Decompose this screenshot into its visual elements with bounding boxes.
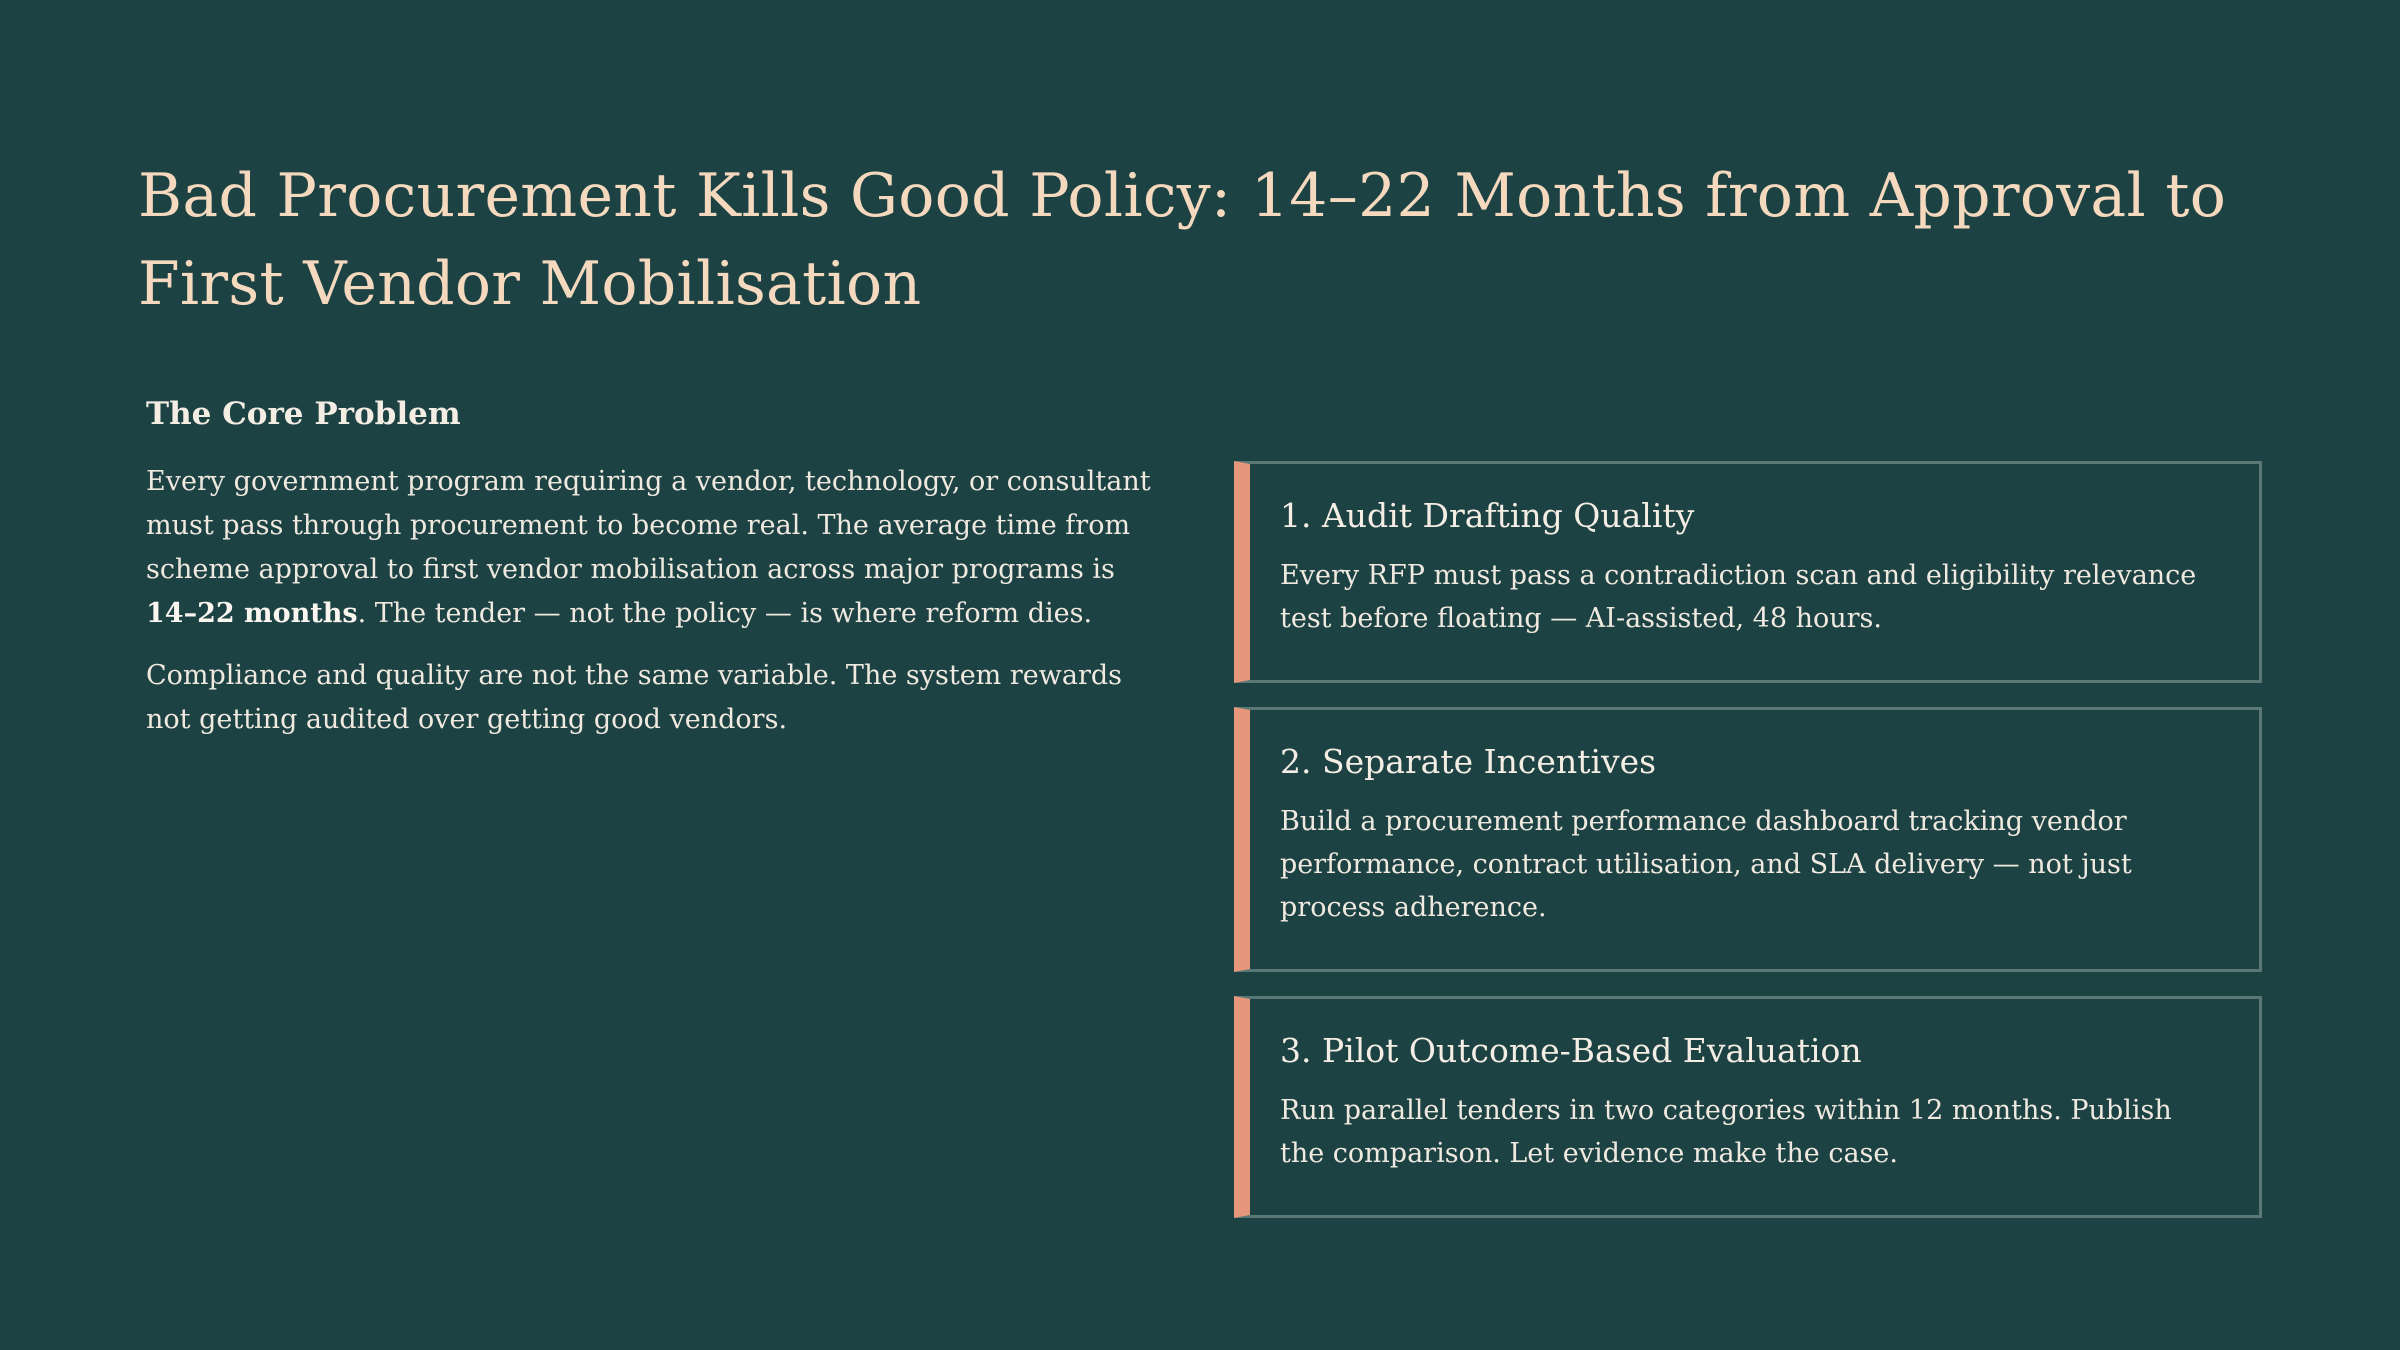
problem-paragraph — [146, 460, 1166, 636]
card-body: Run parallel tenders in two categories within 12 months. Publish the comparison. Let evidence make the case. — [1280, 1095, 2172, 1169]
card-body: Build a procurement performance dashboard tracking vendor performance, contract utilisation, and SLA delivery — not just process adherence. — [1280, 806, 2132, 923]
recommendation-card-incentives — [1234, 707, 2262, 972]
card-body: Every RFP must pass a contradiction scan and eligibility relevance test before floating — AI-assisted, 48 hours. — [1280, 560, 2197, 634]
compliance-paragraph: Compliance and quality are not the same variable. The system rewards not getting audited over getting good vendors. — [146, 660, 1123, 735]
section-heading: The Core Problem — [146, 396, 461, 432]
recommendation-card-pilot — [1234, 996, 2262, 1218]
card-title: 2. Separate Incentives — [1280, 742, 1657, 781]
core-problem-section — [146, 392, 1166, 760]
card-title: 1. Audit Drafting Quality — [1280, 496, 1695, 535]
slide-title: Bad Procurement Kills Good Policy: 14–22 Months from Approval to First Vendor Mobilisation — [138, 161, 2227, 319]
paragraph-text-start: Every government program requiring a vendor, technology, or consultant must pass through procurement to become real. The average time from scheme approval to first vendor mobilisation across major programs is — [146, 466, 1151, 585]
paragraph-text-end: . The tender — not the policy — is where reform dies. — [357, 598, 1093, 629]
highlighted-duration: 14–22 months — [146, 598, 358, 629]
card-title: 3. Pilot Outcome-Based Evaluation — [1280, 1031, 1862, 1070]
recommendation-card-audit — [1234, 461, 2262, 683]
